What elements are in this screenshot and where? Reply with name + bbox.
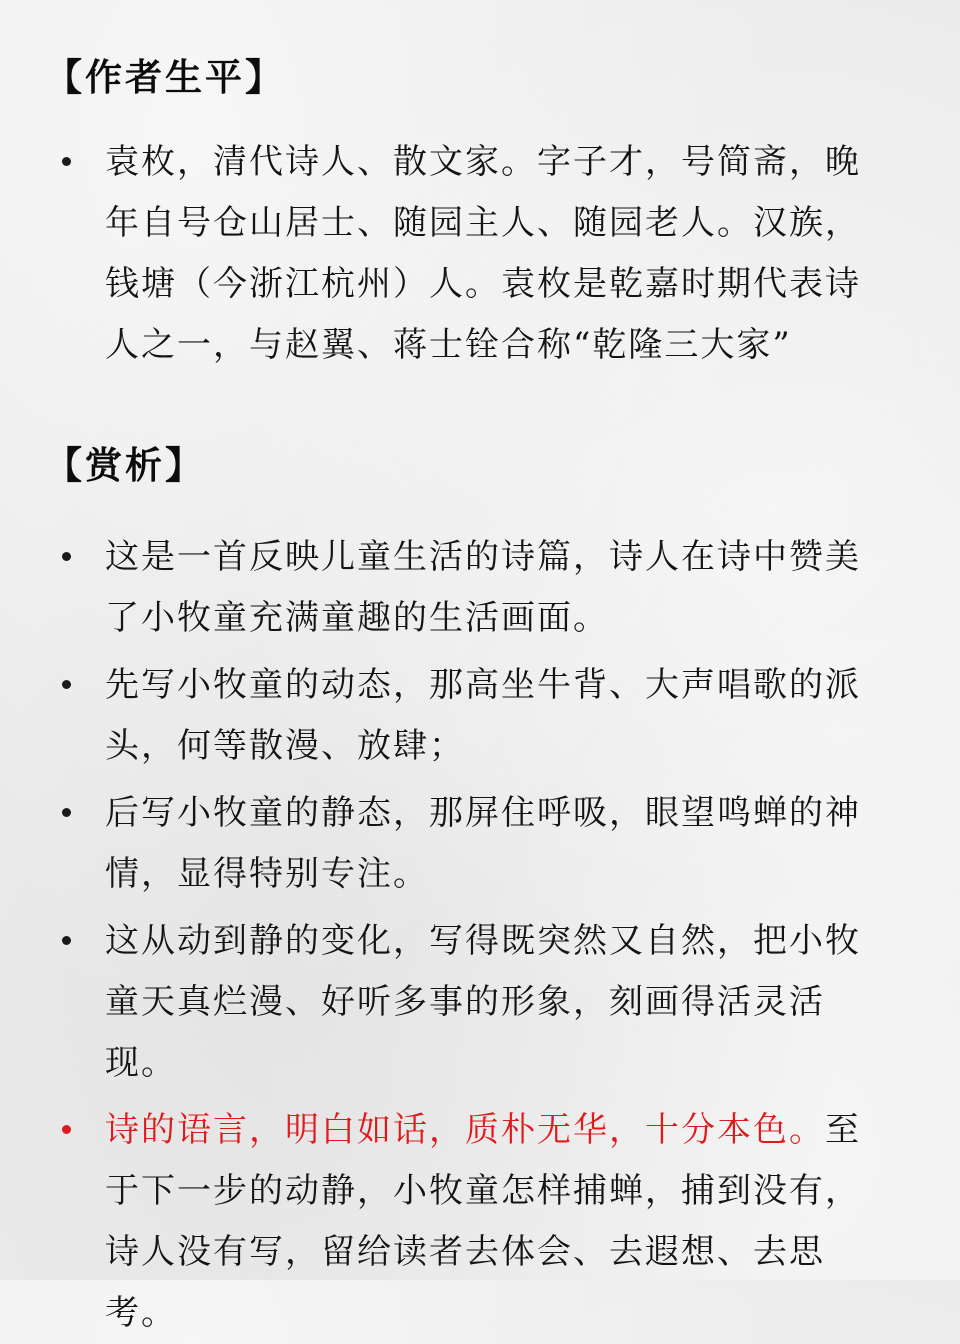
list-item bbox=[0, 132, 960, 376]
bullet-icon bbox=[62, 552, 71, 561]
list-item-text: 袁枚，清代诗人、散文家。字子才，号简斋，晚年自号仓山居士、随园主人、随园老人。汉族，钱塘（今浙江杭州）人。袁枚是乾嘉时期代表诗人之一，与赵翼、蒋士铨合称“乾隆三大家” bbox=[105, 142, 861, 365]
list-item-text: 这是一首反映儿童生活的诗篇，诗人在诗中赞美了小牧童充满童趣的生活画面。 bbox=[105, 537, 861, 638]
list-item-highlighted bbox=[0, 1100, 960, 1344]
biography-list bbox=[0, 132, 960, 376]
list-item-text: 后写小牧童的静态，那屏住呼吸，眼望鸣蝉的神情，显得特别专注。 bbox=[105, 793, 861, 894]
list-item bbox=[0, 527, 960, 649]
list-item bbox=[0, 911, 960, 1094]
list-item-text: 这从动到静的变化，写得既突然又自然，把小牧童天真烂漫、好听多事的形象，刻画得活灵活现。 bbox=[105, 921, 861, 1083]
bullet-icon bbox=[62, 808, 71, 817]
section-heading-biography: 【作者生平】 bbox=[45, 55, 285, 99]
list-item-text: 先写小牧童的动态，那高坐牛背、大声唱歌的派头，何等散漫、放肆； bbox=[105, 665, 861, 766]
section-heading-appreciation: 【赏析】 bbox=[45, 443, 205, 487]
bullet-icon bbox=[62, 936, 71, 945]
regular-text: 至于下一步的动静，小牧童怎样捕蝉，捕到没有，诗人没有写，留给读者去体会、去遐想、去思考。 bbox=[105, 1110, 861, 1333]
bullet-icon bbox=[62, 157, 71, 166]
bullet-icon-red bbox=[62, 1125, 71, 1134]
list-item bbox=[0, 783, 960, 905]
appreciation-list bbox=[0, 527, 960, 1344]
list-item bbox=[0, 655, 960, 777]
list-item-text bbox=[105, 1100, 895, 1344]
bullet-icon bbox=[62, 680, 71, 689]
highlighted-text: 诗的语言，明白如话，质朴无华，十分本色。 bbox=[105, 1110, 825, 1150]
